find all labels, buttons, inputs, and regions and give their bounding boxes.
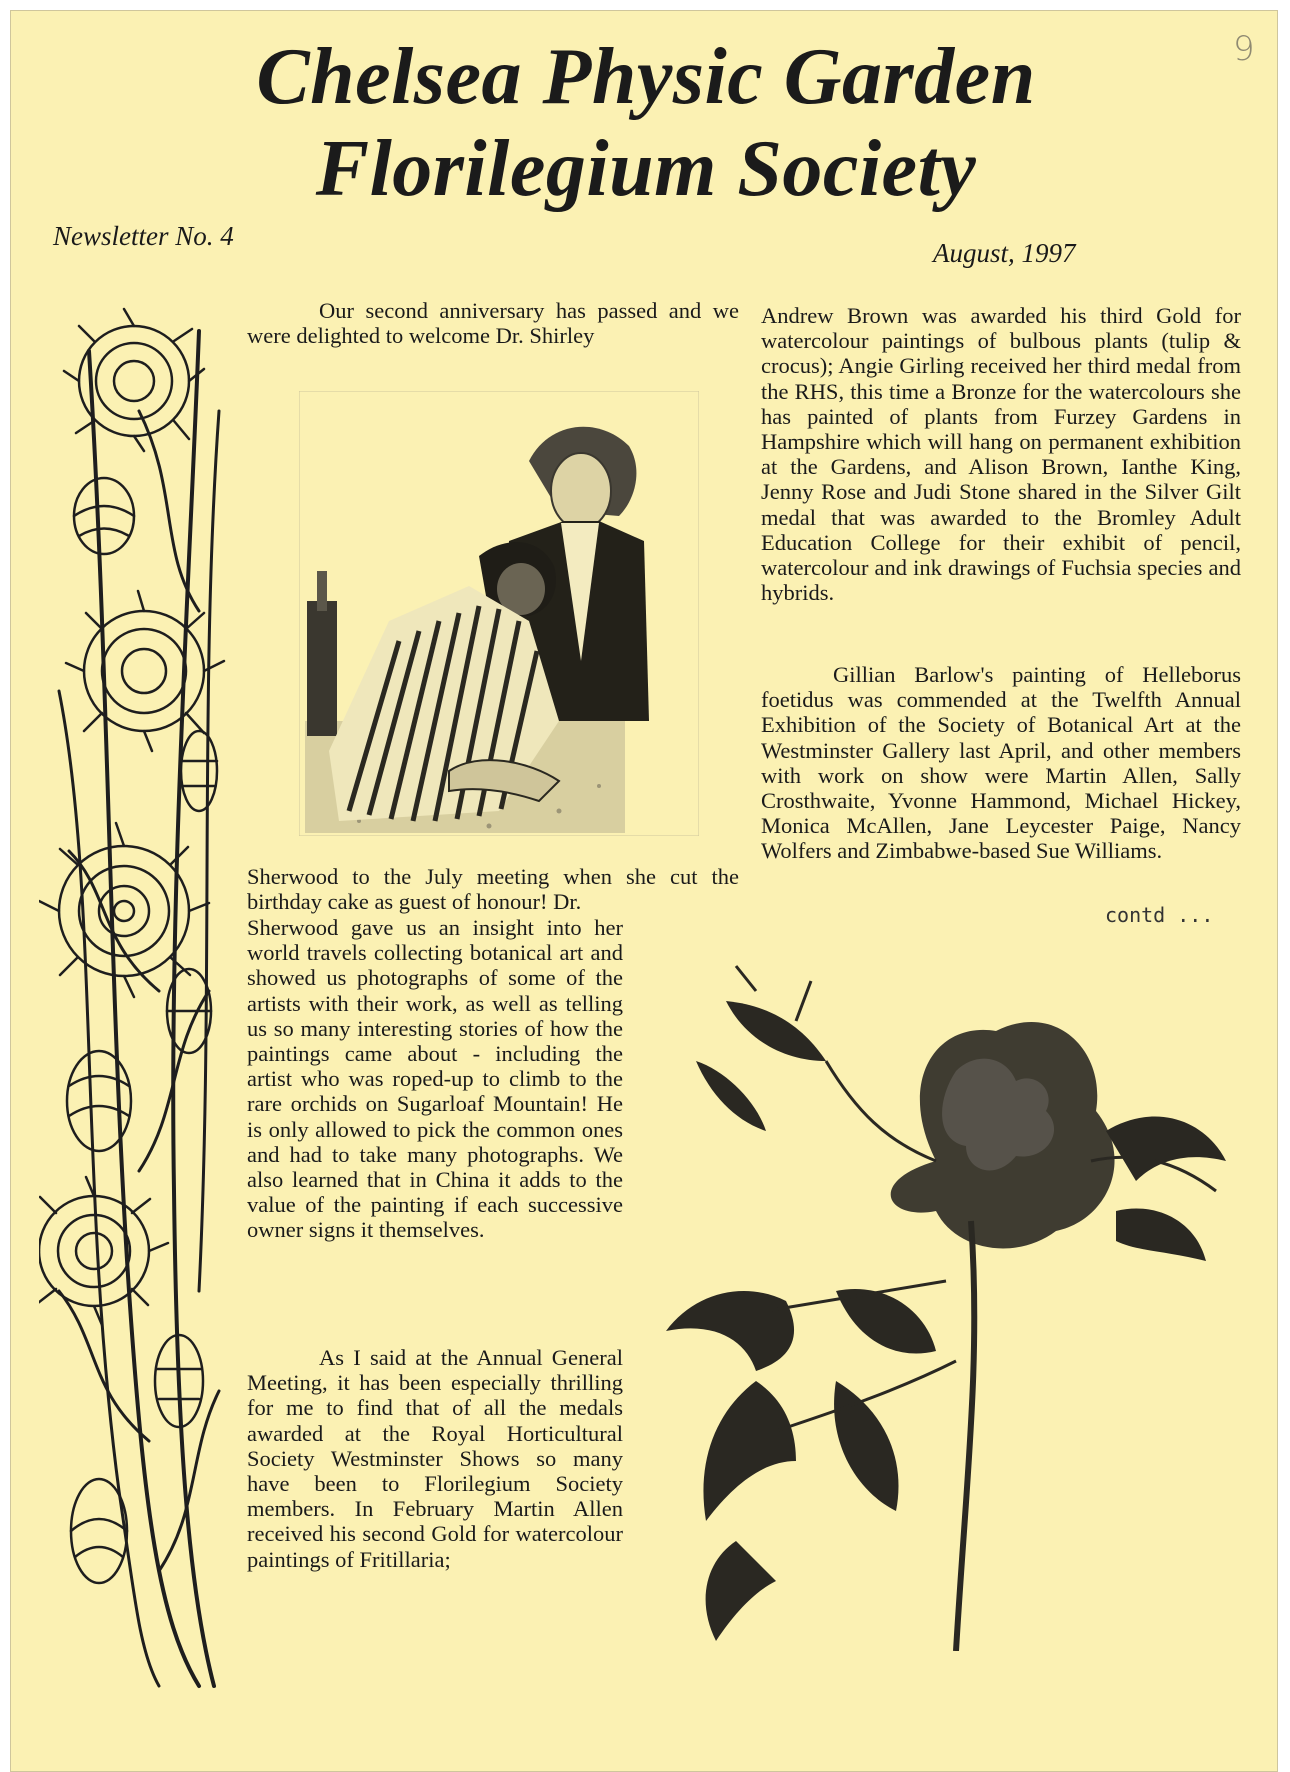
article-col2-para2: Gillian Barlow's painting of Helleborus foetidus was commended at the Twelfth Annual Exhibition of the Society of Botanical Art at the Westminster Gallery last April, and other members with work on show were Martin Allen, Sally Crosthwaite, Yvonne Hammond, Michael Hickey, Monica McAllen, Jane Leycester Paige, Nancy Wolfers and Zimbabwe-based Sue Williams.	[761, 662, 1241, 864]
peony-illustration	[636, 961, 1236, 1651]
article-para2: As I said at the Annual General Meeting, it has been especially thrilling for me to find that of all the medals awarded at the Royal Horticultural Society Westminster Shows so many have been to Florilegium Society members. In February Martin Allen received his second Gold for watercolour paintings of Fritillaria;	[247, 1345, 623, 1572]
masthead-line-2: Florilegium Society	[315, 125, 977, 213]
newsletter-issue: Newsletter No. 4	[53, 221, 234, 251]
photo-cake-cutting	[299, 391, 699, 836]
masthead-title	[10, 31, 1278, 215]
page-number: 9	[1233, 29, 1255, 69]
article-para1-wide: Sherwood to the July meeting when she cut the birthday cake as guest of honour! Dr.	[247, 864, 739, 915]
carnation-border-illustration	[39, 291, 239, 1691]
masthead-line-1: Chelsea Physic Garden	[256, 33, 1036, 121]
newsletter-date: August, 1997	[933, 238, 1076, 268]
article-para1-top: Our second anniversary has passed and we were delighted to welcome Dr. Shirley	[247, 298, 739, 349]
article-col2-para1: Andrew Brown was awarded his third Gold for watercolour paintings of bulbous plants (tulip & crocus); Angie Girling received her third medal from the RHS, this time a Bronze for the watercolours she has painted of plants from Furzey Gardens in Hampshire which will hang on permanent exhibition at the Gardens, and Alison Brown, Ianthe King, Jenny Rose and Judi Stone shared in the Silver Gilt medal that was awarded to the Bromley Adult Education College for their exhibit of pencil, watercolour and ink drawings of Fuchsia species and hybrids.	[761, 303, 1241, 606]
newsletter-page	[10, 10, 1278, 1772]
continued-marker: contd ...	[1105, 903, 1214, 927]
article-para1-narrow: Sherwood gave us an insight into her world travels collecting botanical art and showed us photographs of some of the artists with their work, as well as telling us so many interesting stories of how the paintings came about - including the artist who was roped-up to climb to the rare orchids on Sugarloaf Mountain! He is only allowed to pick the common ones and had to take many photographs. We also learned that in China it adds to the value of the painting if each successive owner signs it themselves.	[247, 915, 623, 1243]
